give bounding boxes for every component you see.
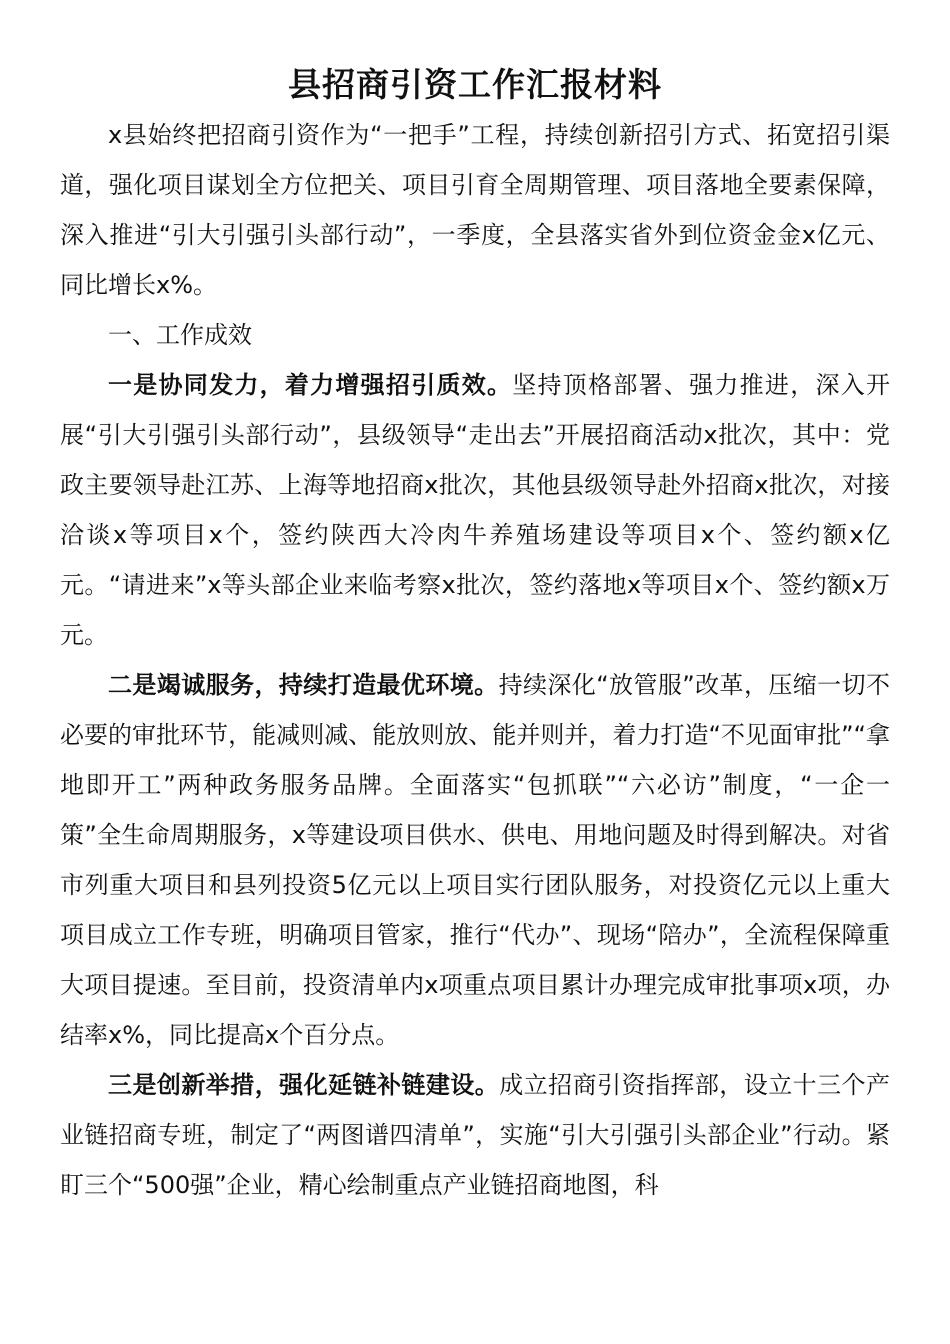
paragraph-body-2: 持续深化“放管服”改革，压缩一切不必要的审批环节，能减则减、能放则放、能并则并，着力打造“不见面审批”“拿地即开工”两种政务服务品牌。全面落实“包抓联”“六必访”制度，“一企一策”全生命周期服务，x等建设项目供水、供电、用地问题及时得到解决。对省市列重大项目和县列投资5亿元以上项目实行团队服务，对投资亿元以上重大项目成立工作专班，明确项目管家，推行“代办”、现场“陪办”，全流程保障重大项目提速。至目前，投资清单内x项重点项目累计办理完成审批事项x项，办结率x%，同比提高x个百分点。 bbox=[60, 671, 890, 1049]
paragraph-body-1: 坚持顶格部署、强力推进，深入开展“引大引强引头部行动”，县级领导“走出去”开展招商活动x批次，其中：党政主要领导赴江苏、上海等地招商x批次，其他县级领导赴外招商x批次，对接洽谈x等项目x个，签约陕西大冷肉牛养殖场建设等项目x个、签约额x亿元。“请进来”x等头部企业来临考察x批次，签约落地x等项目x个、签约额x万元。 bbox=[60, 371, 890, 649]
intro-paragraph: x县始终把招商引资作为“一把手”工程，持续创新招引方式、拓宽招引渠道，强化项目谋划全方位把关、项目引育全周期管理、项目落地全要素保障，深入推进“引大引强引头部行动”，一季度，全县落实省外到位资金金x亿元、同比增长x%。 bbox=[60, 121, 890, 299]
section-heading-work-results: 一、工作成效 bbox=[108, 321, 252, 349]
paragraph-body-3: 成立招商引资指挥部，设立十三个产业链招商专班，制定了“两图谱四清单”，实施“引大引强引头部企业”行动。紧盯三个“500强”企业，精心绘制重点产业链招商地图，科 bbox=[60, 1071, 891, 1199]
paragraph-service-environment bbox=[60, 660, 890, 1060]
paragraph-lead-3: 三是创新举措，强化延链补链建设。 bbox=[108, 1071, 500, 1099]
paragraph-coordinated-effort bbox=[60, 360, 890, 660]
paragraph-lead-1: 一是协同发力，着力增强招引质效。 bbox=[108, 371, 513, 399]
document-page bbox=[60, 62, 890, 1210]
paragraph-industry-chain bbox=[60, 1060, 890, 1210]
paragraph-lead-2: 二是竭诚服务，持续打造最优环境。 bbox=[108, 671, 499, 699]
document-title: 县招商引资工作汇报材料 bbox=[288, 65, 662, 104]
